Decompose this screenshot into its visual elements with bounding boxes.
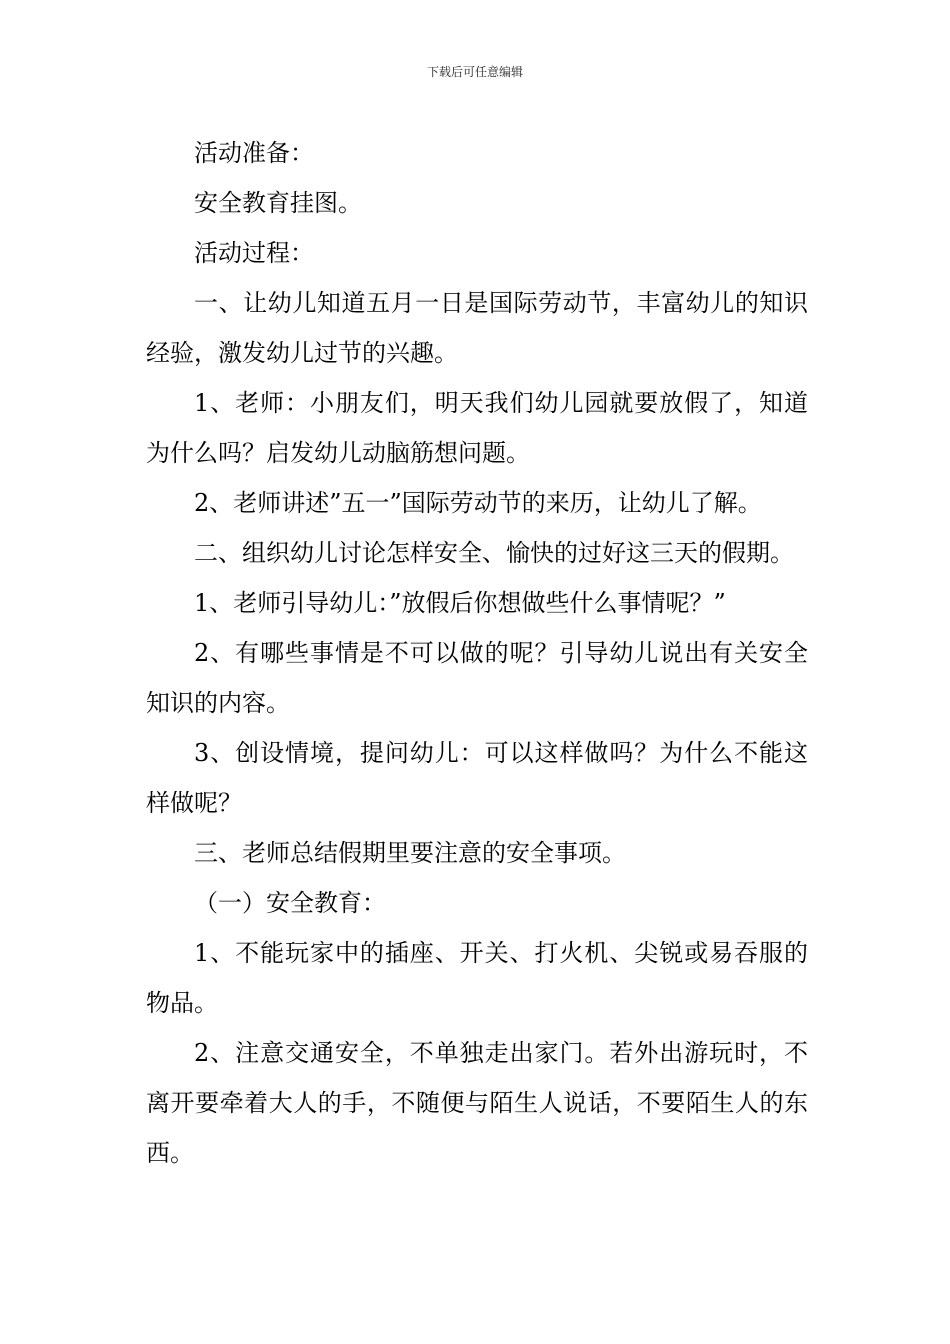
section-heading-preparation: 活动准备： <box>194 139 314 167</box>
section-heading-process: 活动过程： <box>194 239 314 267</box>
page-header: 下载后可任意编辑 <box>426 65 523 79</box>
paragraph: 2、有哪些事情是不可以做的呢？引导幼儿说出有关安全知识的内容。 <box>146 639 808 717</box>
paragraph: 1、老师：小朋友们，明天我们幼儿园就要放假了，知道为什么吗？启发幼儿动脑筋想问题。 <box>146 389 808 467</box>
paragraph: 三、老师总结假期里要注意的安全事项。 <box>194 839 626 867</box>
paragraph: 二、组织幼儿讨论怎样安全、愉快的过好这三天的假期。 <box>194 539 794 567</box>
paragraph: 2、注意交通安全，不单独走出家门。若外出游玩时，不离开要牵着大人的手，不随便与陌生人说话，不要陌生人的东西。 <box>146 1039 808 1167</box>
subsection-heading: （一）安全教育： <box>194 889 386 917</box>
paragraph: 安全教育挂图。 <box>194 189 362 217</box>
document-body <box>146 128 808 1178</box>
paragraph: 3、创设情境，提问幼儿：可以这样做吗？为什么不能这样做呢？ <box>146 739 808 817</box>
paragraph: 一、让幼儿知道五月一日是国际劳动节，丰富幼儿的知识经验，激发幼儿过节的兴趣。 <box>146 289 808 367</box>
paragraph: 2、老师讲述”五一”国际劳动节的来历，让幼儿了解。 <box>194 489 762 517</box>
paragraph: 1、老师引导幼儿：”放假后你想做些什么事情呢？” <box>194 589 726 617</box>
paragraph: 1、不能玩家中的插座、开关、打火机、尖锐或易吞服的物品。 <box>146 939 808 1017</box>
